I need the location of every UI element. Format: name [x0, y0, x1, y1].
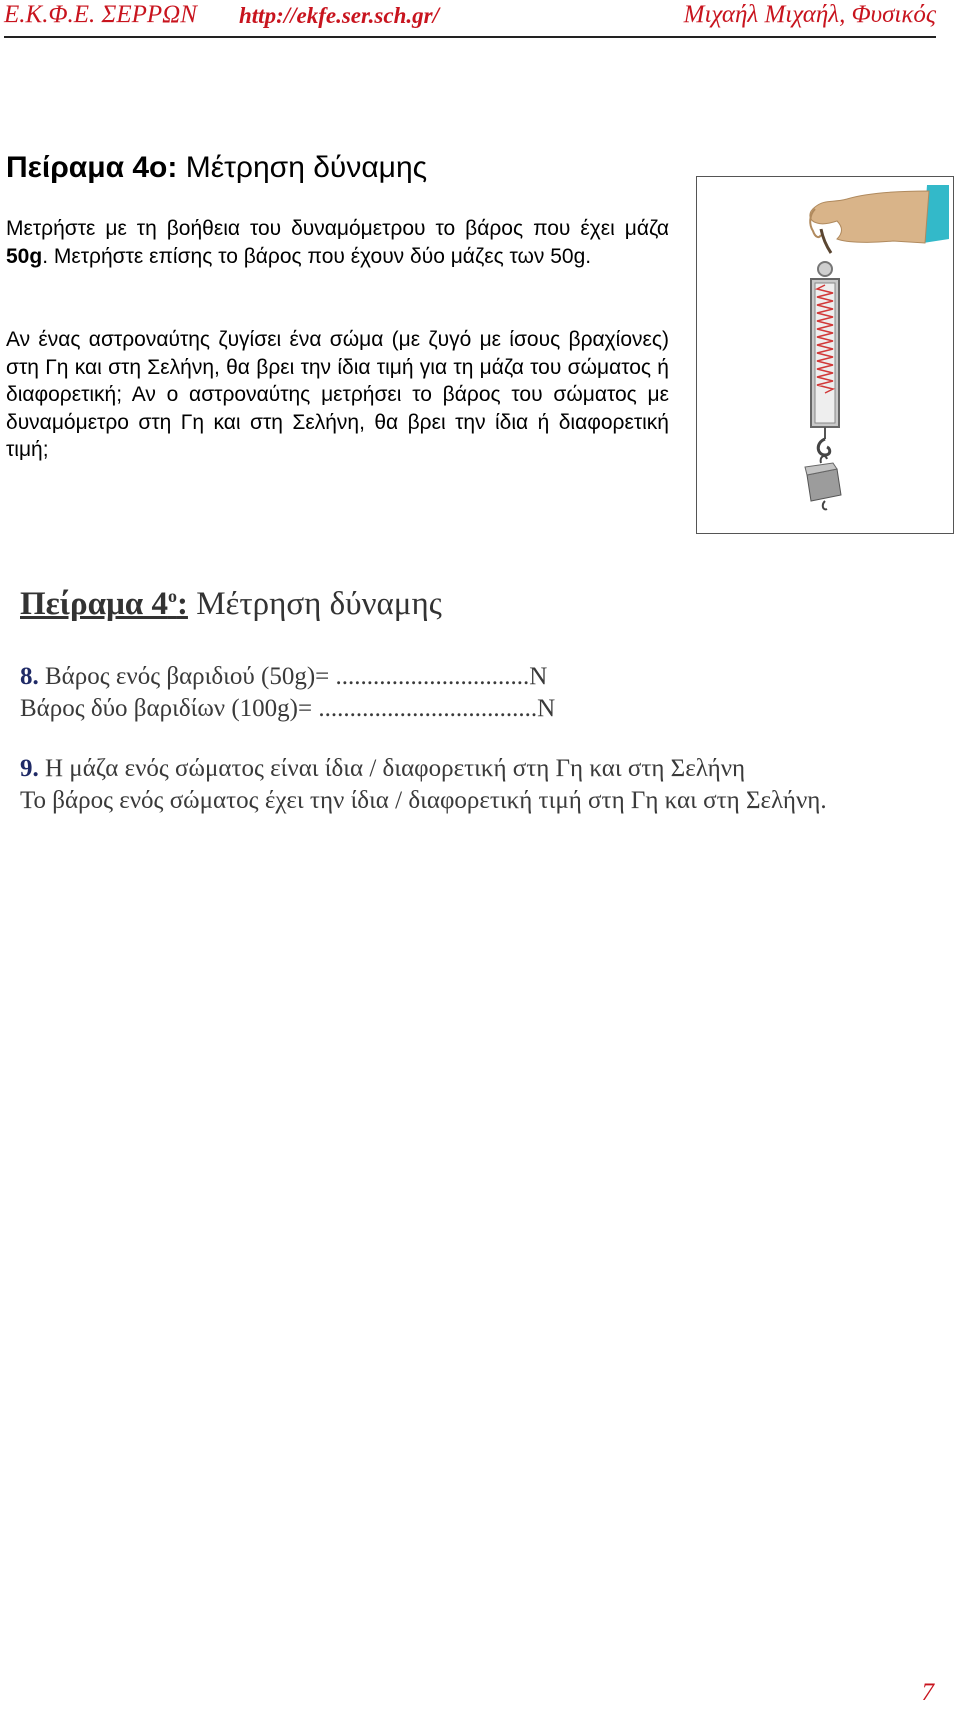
section-title-text: Μέτρηση δύναμης — [177, 151, 428, 184]
pinch-shape — [821, 229, 831, 253]
question-paragraph: Αν ένας αστροναύτης ζυγίσει ένα σώμα (με ζυγό με ίσους βραχίονες) στη Γη και στη Σελήνη, θα βρει την ίδια τιμή για τη μάζα του σώματος ή διαφορετική; Αν ο αστροναύτης μετρήσει το βάρος του σώματος με δυναμόμετρο στη Γη και στη Σελήνη, θα βρει την ίδια ή διαφορετική τιμή; — [6, 328, 669, 461]
instruction-paragraph — [6, 215, 669, 270]
question-9-number: 9. — [20, 755, 39, 782]
question-8-line-2: Βάρος δύο βαριδίων (100g)= ...................................Ν — [20, 695, 556, 722]
question-8-number: 8. — [20, 663, 39, 690]
worksheet-title-text: Μέτρηση δύναμης — [187, 586, 442, 622]
worksheet-title — [20, 586, 442, 623]
header-organization: Ε.Κ.Φ.Ε. ΣΕΡΡΩΝ — [4, 1, 197, 28]
section-title — [6, 151, 427, 185]
question-8-line-1: 8. Βάρος ενός βαριδιού (50g)= ...............................Ν — [20, 663, 548, 690]
hand-shape — [810, 191, 929, 243]
header-divider — [4, 36, 936, 38]
page-number: 7 — [921, 1679, 934, 1706]
header-url-link[interactable]: http://ekfe.ser.sch.gr/ — [239, 3, 439, 28]
weight-hook — [821, 456, 827, 463]
hand-dynamometer-illustration — [697, 177, 953, 533]
instruction-mass-value: 50g — [6, 244, 43, 268]
instruction-text-end: . Μετρήστε επίσης το βάρος που έχουν δύο μάζες των 50g. — [42, 244, 592, 268]
header-author: Μιχαήλ Μιχαήλ, Φυσικός — [683, 1, 936, 28]
upper-hook — [818, 439, 830, 455]
worksheet-scan — [0, 580, 960, 840]
question-9-line-1: 9. Η μάζα ενός σώματος είναι ίδια / διαφορετική στη Γη και στη Σελήνη — [20, 755, 746, 782]
dynamometer-figure — [696, 176, 954, 534]
section-title-bold: Πείραμα 4ο: — [6, 151, 178, 184]
instruction-text-start: Μετρήστε με τη βοήθεια του δυναμόμετρου το βάρος που έχει μάζα — [6, 217, 669, 240]
worksheet-title-bold: Πείραμα $4^o$: — [20, 586, 188, 622]
bottom-hook — [823, 501, 827, 509]
question-9-line-2: Το βάρος ενός σώματος έχει την ίδια / διαφορετική τιμή στη Γη και στη Σελήνη. — [20, 787, 827, 814]
top-ring — [818, 262, 832, 276]
page-header — [0, 0, 960, 40]
